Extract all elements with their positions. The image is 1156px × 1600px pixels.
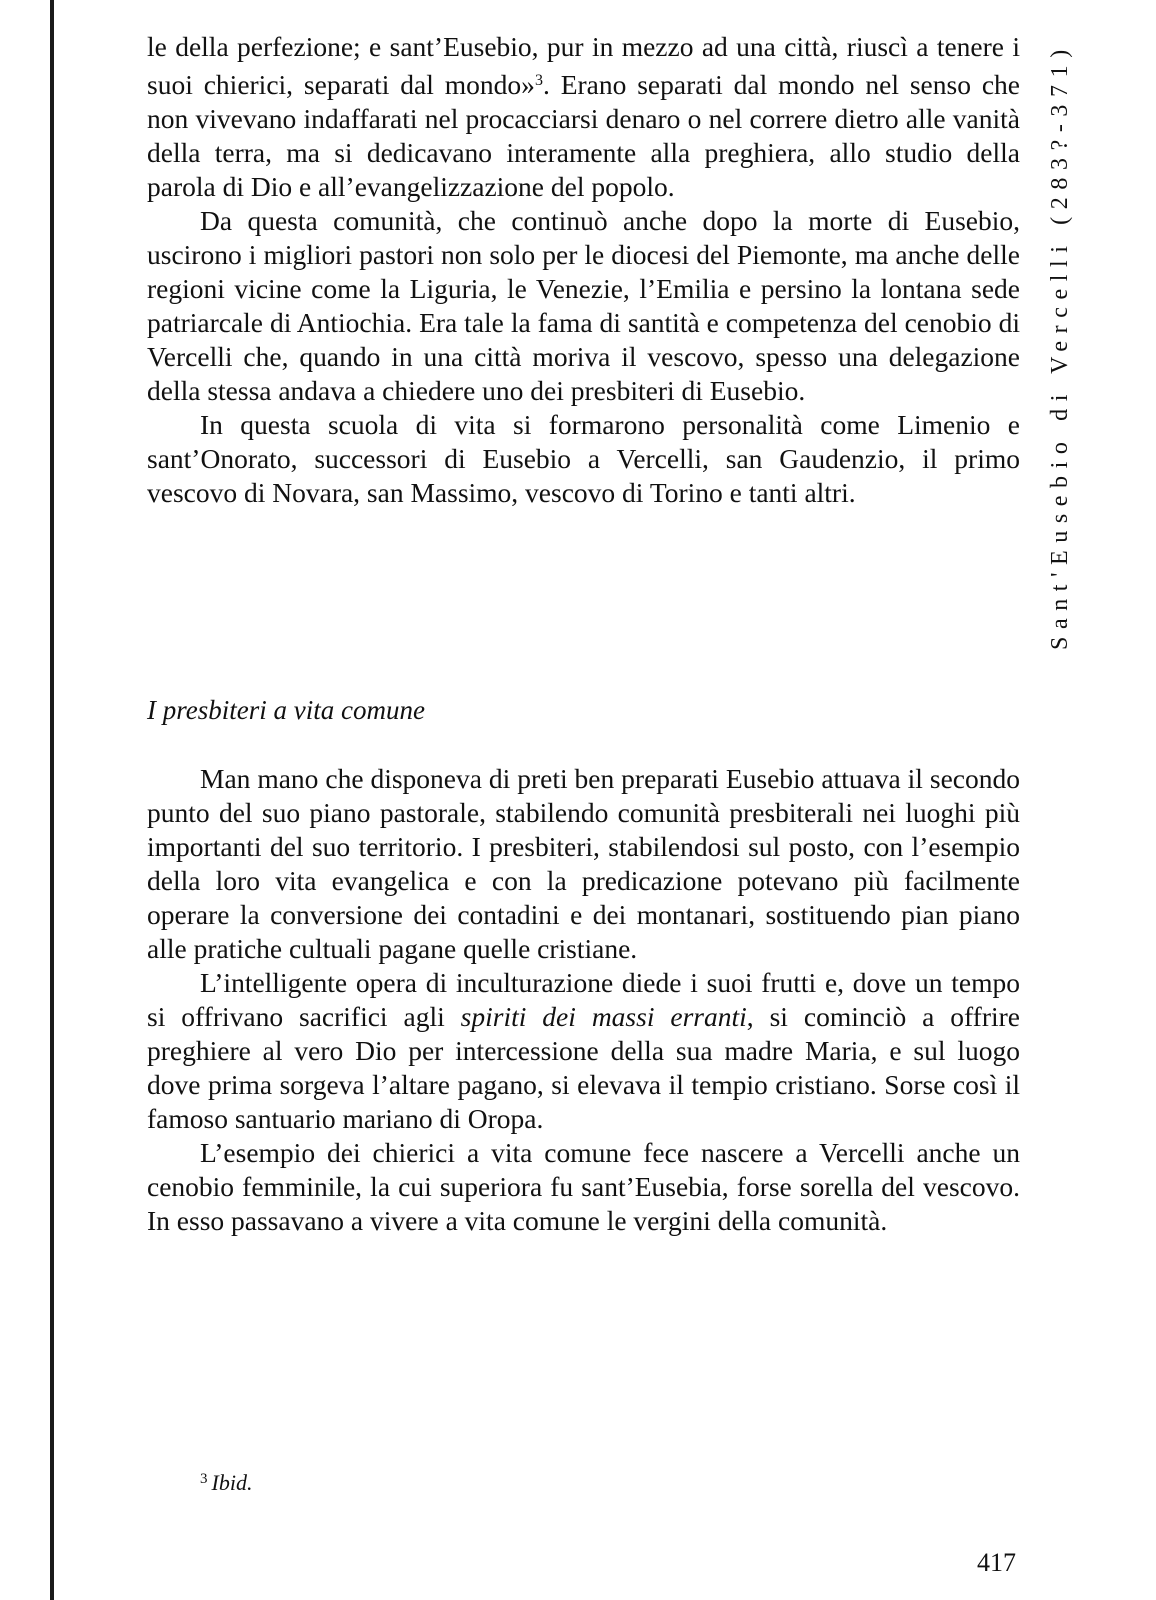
paragraph-2: Da questa comunità, che continuò anche dopo la morte di Eusebio, uscirono i migliori pastori non solo per le diocesi del Piemonte, ma anche delle regioni vicine come la Liguria, le Venezie, l’Emilia e persino la lontana sede patriarcale di Antiochia. Era tale la fama di santità e competenza del cenobio di Vercelli che, quando in una città moriva il vescovo, spesso una delegazione della stessa andava a chiedere uno dei presbiteri di Eusebio. xyxy=(147,205,1020,406)
paragraph-6: L’esempio dei chierici a vita comune fece nascere a Vercelli anche un cenobio femminile, la cui superiora fu sant’Eusebia, forse sorella del vescovo. In esso passavano a vivere a vita comune le vergini della comunità. xyxy=(147,1137,1020,1236)
paragraph-5: L’intelligente opera di inculturazione diede i suoi frutti e, dove un tempo si offrivano sacrifici agli spiriti dei massi erranti, si cominciò a offrire preghiere al vero Dio per intercessione della sua madre Maria, e sul luogo dove prima sorgeva l’altare pagano, si elevava il tempio cristiano. Sorse così il famoso santuario mariano di Oropa. xyxy=(147,967,1020,1134)
paragraph-4: Man mano che disponeva di preti ben preparati Eusebio attuava il secondo punto del suo piano pastorale, stabilendo comunità presbiterali nei luoghi più importanti del suo territorio. I presbiteri, stabilendosi sul posto, con l’esempio della loro vita evangelica e con la predicazione potevano più facilmente operare la conversione dei contadini e dei montanari, sostituendo pian piano alle pratiche cultuali pagane quelle cristiane. xyxy=(147,763,1020,964)
page-number: 417 xyxy=(977,1548,1016,1577)
footnote-ref[interactable]: 3 xyxy=(534,72,543,89)
paragraph-1: le della perfezione; e sant’Eusebio, pur in mezzo ad una città, riuscì a tenere i suoi chierici, separati dal mondo»$^3$. Erano separati dal mondo nel senso che non vivevano indaffarati nel procacciarsi denaro o nel correre dietro alle vanità della terra, ma si dedicavano interamente alla preghiera, allo studio della parola di Dio e all’evangelizzazione del popolo. xyxy=(147,31,1020,202)
paragraph-3: In questa scuola di vita si formarono personalità come Limenio e sant’Onorato, successori di Eusebio a Vercelli, san Gaudenzio, il primo vescovo di Novara, san Massimo, vescovo di Torino e tanti altri. xyxy=(147,409,1020,508)
body-text-top xyxy=(147,30,1020,510)
footnote-number: 3 xyxy=(200,1471,208,1487)
emphasis-text: spiriti dei massi erranti xyxy=(460,1001,747,1032)
body-text-bottom xyxy=(147,762,1020,1238)
binding-edge xyxy=(50,0,54,1600)
footnote xyxy=(200,1470,252,1496)
running-head: Sant'Eusebio di Vercelli (283?-371) xyxy=(1047,42,1073,650)
footnote-text: Ibid. xyxy=(211,1470,253,1495)
section-heading: I presbiteri a vita comune xyxy=(147,695,425,725)
